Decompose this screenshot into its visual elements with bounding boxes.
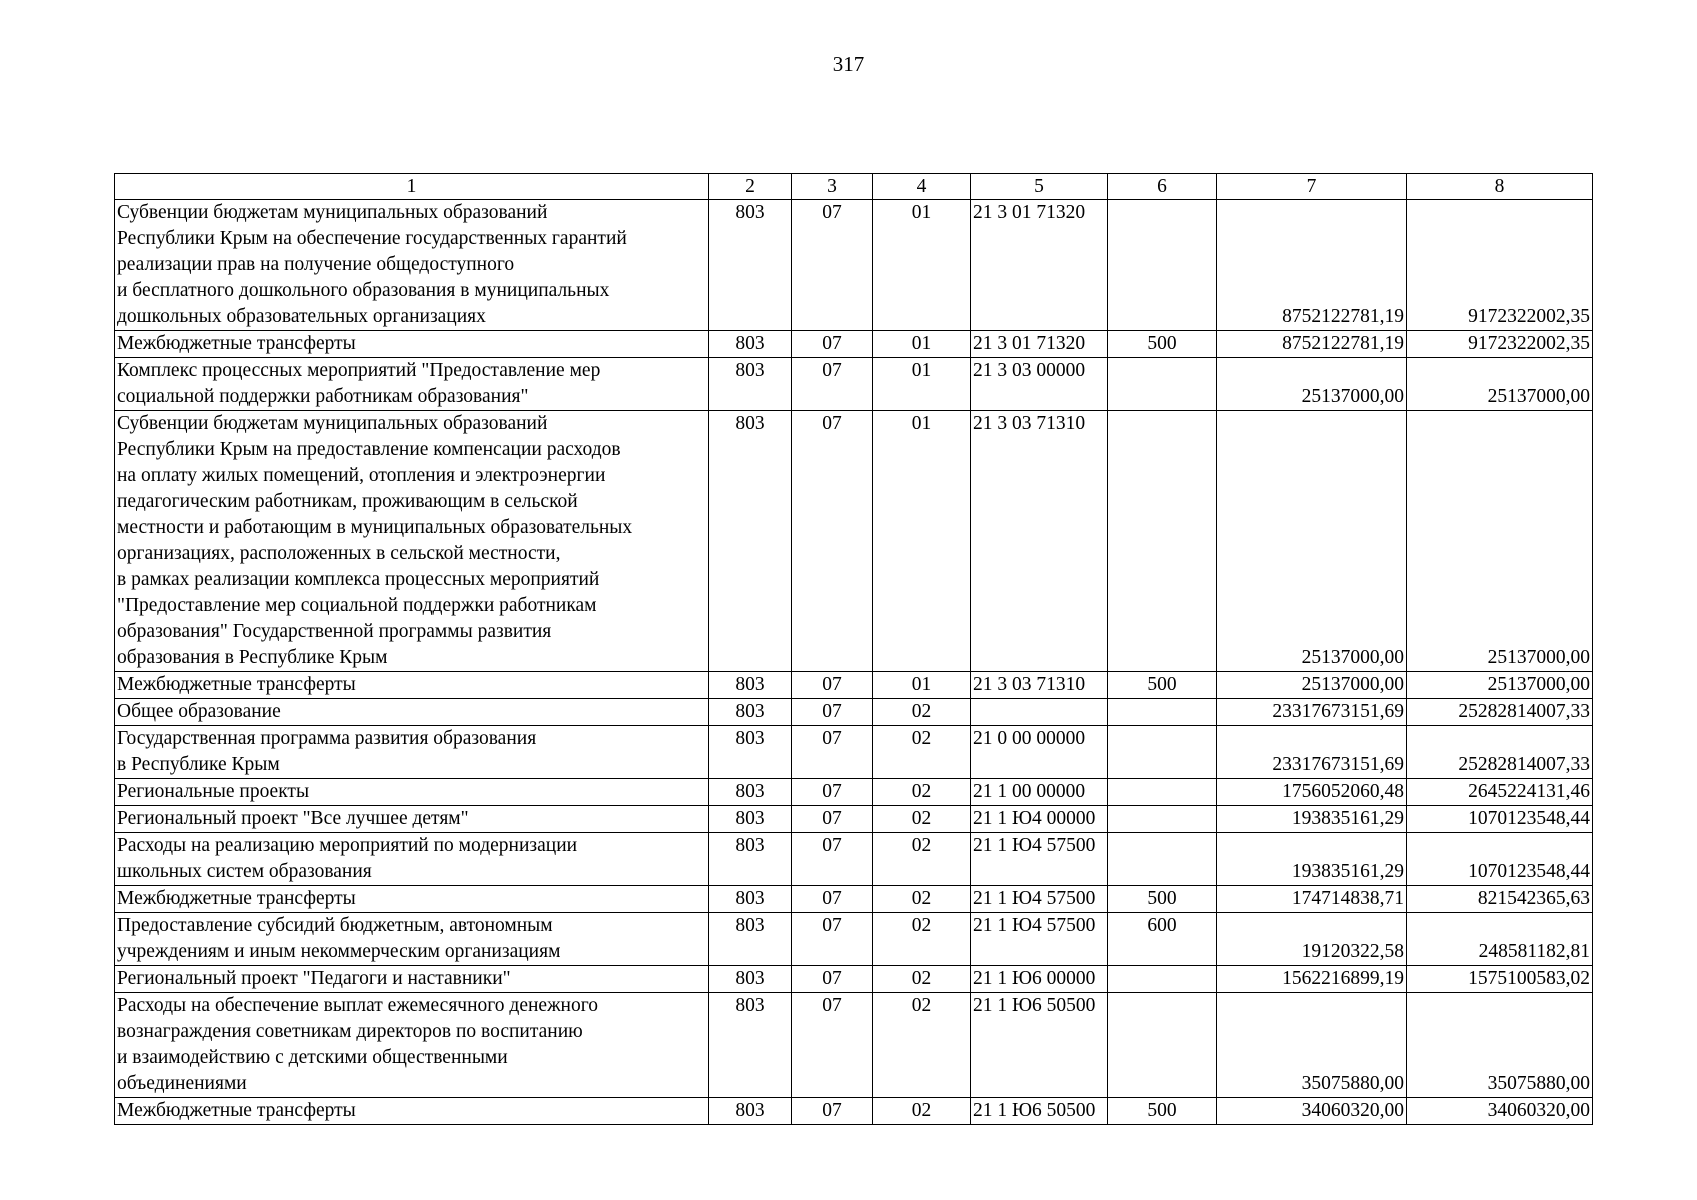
amount-year-2: 1070123548,44 [1407, 806, 1593, 833]
amount-year-2: 9172322002,35 [1407, 331, 1593, 358]
section-code: 07 [792, 1098, 873, 1125]
section-code: 07 [792, 806, 873, 833]
ministry-code: 803 [709, 200, 792, 331]
subsection-code: 01 [873, 358, 971, 411]
amount-year-1: 193835161,29 [1217, 833, 1407, 886]
subsection-code: 02 [873, 699, 971, 726]
expense-type-code [1108, 726, 1217, 779]
description-line: Республики Крым на обеспечение государственных гарантий [117, 228, 627, 249]
expense-type-code: 500 [1108, 886, 1217, 913]
ministry-code: 803 [709, 411, 792, 672]
column-header: 5 [971, 174, 1108, 200]
amount-year-1: 25137000,00 [1217, 411, 1407, 672]
expense-type-code [1108, 200, 1217, 331]
description-line: Расходы на реализацию мероприятий по модернизации [117, 835, 578, 856]
row-description [115, 1098, 709, 1125]
amount-year-2: 25282814007,33 [1407, 699, 1593, 726]
table-row [115, 806, 1593, 833]
amount-year-2: 25137000,00 [1407, 672, 1593, 699]
table-row [115, 833, 1593, 886]
ministry-code: 803 [709, 672, 792, 699]
expense-type-code [1108, 833, 1217, 886]
section-code: 07 [792, 200, 873, 331]
table-row [115, 913, 1593, 966]
amount-year-1: 23317673151,69 [1217, 699, 1407, 726]
target-article-code [971, 699, 1108, 726]
subsection-code: 02 [873, 966, 971, 993]
subsection-code: 01 [873, 411, 971, 672]
description-line: Общее образование [117, 701, 281, 722]
description-line: Региональный проект "Все лучшее детям" [117, 808, 469, 829]
description-line: местности и работающим в муниципальных образовательных [117, 517, 633, 538]
ministry-code: 803 [709, 886, 792, 913]
expense-type-code [1108, 358, 1217, 411]
target-article-code: 21 1 Ю6 00000 [971, 966, 1108, 993]
ministry-code: 803 [709, 779, 792, 806]
section-code: 07 [792, 699, 873, 726]
amount-year-1: 1756052060,48 [1217, 779, 1407, 806]
table-row [115, 331, 1593, 358]
page-number: 317 [832, 52, 865, 76]
description-line: и бесплатного дошкольного образования в муниципальных [117, 280, 610, 301]
description-line: "Предоставление мер социальной поддержки работникам [117, 595, 597, 616]
subsection-code: 01 [873, 200, 971, 331]
description-line: объединениями [117, 1073, 247, 1094]
table-row [115, 886, 1593, 913]
section-code: 07 [792, 411, 873, 672]
subsection-code: 02 [873, 913, 971, 966]
amount-year-2: 25282814007,33 [1407, 726, 1593, 779]
description-line: Расходы на обеспечение выплат ежемесячного денежного [117, 995, 599, 1016]
ministry-code: 803 [709, 833, 792, 886]
section-code: 07 [792, 966, 873, 993]
row-description [115, 993, 709, 1098]
column-header: 6 [1108, 174, 1217, 200]
expense-type-code: 500 [1108, 331, 1217, 358]
subsection-code: 01 [873, 331, 971, 358]
row-description [115, 806, 709, 833]
expense-type-code [1108, 806, 1217, 833]
description-line: организациях, расположенных в сельской местности, [117, 543, 561, 564]
description-line: вознаграждения советникам директоров по воспитанию [117, 1021, 583, 1042]
expense-type-code: 500 [1108, 672, 1217, 699]
ministry-code: 803 [709, 993, 792, 1098]
description-line: Региональный проект "Педагоги и наставники" [117, 968, 511, 989]
description-line: педагогическим работникам, проживающим в сельской [117, 491, 578, 512]
amount-year-1: 8752122781,19 [1217, 200, 1407, 331]
section-code: 07 [792, 726, 873, 779]
header-row [115, 174, 1593, 200]
description-line: и взаимодействию с детскими общественными [117, 1047, 508, 1068]
amount-year-1: 193835161,29 [1217, 806, 1407, 833]
ministry-code: 803 [709, 913, 792, 966]
row-description [115, 358, 709, 411]
amount-year-1: 8752122781,19 [1217, 331, 1407, 358]
column-header: 4 [873, 174, 971, 200]
ministry-code: 803 [709, 806, 792, 833]
ministry-code: 803 [709, 1098, 792, 1125]
subsection-code: 02 [873, 993, 971, 1098]
amount-year-1: 23317673151,69 [1217, 726, 1407, 779]
description-line: на оплату жилых помещений, отопления и электроэнергии [117, 465, 606, 486]
row-description [115, 726, 709, 779]
description-line: Межбюджетные трансферты [117, 888, 356, 909]
description-line: образования в Республике Крым [117, 647, 388, 668]
description-line: Межбюджетные трансферты [117, 674, 356, 695]
target-article-code: 21 3 03 00000 [971, 358, 1108, 411]
subsection-code: 02 [873, 726, 971, 779]
description-line: дошкольных образовательных организациях [117, 306, 486, 327]
row-description [115, 886, 709, 913]
target-article-code: 21 1 Ю4 57500 [971, 833, 1108, 886]
expense-type-code [1108, 699, 1217, 726]
target-article-code: 21 3 01 71320 [971, 331, 1108, 358]
description-line: школьных систем образования [117, 861, 372, 882]
target-article-code: 21 1 00 00000 [971, 779, 1108, 806]
section-code: 07 [792, 358, 873, 411]
ministry-code: 803 [709, 358, 792, 411]
row-description [115, 913, 709, 966]
expense-type-code [1108, 779, 1217, 806]
amount-year-2: 1070123548,44 [1407, 833, 1593, 886]
ministry-code: 803 [709, 966, 792, 993]
row-description [115, 833, 709, 886]
ministry-code: 803 [709, 699, 792, 726]
description-line: Субвенции бюджетам муниципальных образований [117, 413, 548, 434]
amount-year-1: 25137000,00 [1217, 358, 1407, 411]
ministry-code: 803 [709, 331, 792, 358]
amount-year-1: 174714838,71 [1217, 886, 1407, 913]
target-article-code: 21 1 Ю4 57500 [971, 886, 1108, 913]
column-header: 7 [1217, 174, 1407, 200]
table-row [115, 200, 1593, 331]
column-header: 2 [709, 174, 792, 200]
description-line: Субвенции бюджетам муниципальных образований [117, 202, 548, 223]
target-article-code: 21 3 03 71310 [971, 672, 1108, 699]
subsection-code: 02 [873, 779, 971, 806]
description-line: реализации прав на получение общедоступного [117, 254, 515, 275]
description-line: в Республике Крым [117, 754, 280, 775]
budget-table [114, 173, 1593, 1125]
section-code: 07 [792, 833, 873, 886]
description-line: Региональные проекты [117, 781, 310, 802]
target-article-code: 21 0 00 00000 [971, 726, 1108, 779]
amount-year-2: 9172322002,35 [1407, 200, 1593, 331]
amount-year-2: 35075880,00 [1407, 993, 1593, 1098]
subsection-code: 02 [873, 833, 971, 886]
subsection-code: 01 [873, 672, 971, 699]
subsection-code: 02 [873, 806, 971, 833]
amount-year-1: 25137000,00 [1217, 672, 1407, 699]
description-line: социальной поддержки работникам образования" [117, 386, 529, 407]
amount-year-2: 34060320,00 [1407, 1098, 1593, 1125]
expense-type-code [1108, 993, 1217, 1098]
row-description [115, 966, 709, 993]
table-row [115, 358, 1593, 411]
ministry-code: 803 [709, 726, 792, 779]
description-line: образования" Государственной программы развития [117, 621, 552, 642]
column-header: 8 [1407, 174, 1593, 200]
amount-year-2: 248581182,81 [1407, 913, 1593, 966]
table-row [115, 993, 1593, 1098]
description-line: Межбюджетные трансферты [117, 1100, 356, 1121]
table-row [115, 779, 1593, 806]
section-code: 07 [792, 779, 873, 806]
description-line: Республики Крым на предоставление компенсации расходов [117, 439, 621, 460]
description-line: Государственная программа развития образования [117, 728, 537, 749]
table-body [115, 174, 1593, 1125]
section-code: 07 [792, 993, 873, 1098]
amount-year-2: 25137000,00 [1407, 411, 1593, 672]
table-row [115, 699, 1593, 726]
target-article-code: 21 1 Ю4 57500 [971, 913, 1108, 966]
row-description [115, 411, 709, 672]
target-article-code: 21 3 03 71310 [971, 411, 1108, 672]
amount-year-1: 19120322,58 [1217, 913, 1407, 966]
row-description [115, 200, 709, 331]
amount-year-1: 34060320,00 [1217, 1098, 1407, 1125]
section-code: 07 [792, 886, 873, 913]
amount-year-2: 1575100583,02 [1407, 966, 1593, 993]
column-header: 3 [792, 174, 873, 200]
target-article-code: 21 3 01 71320 [971, 200, 1108, 331]
table-row [115, 1098, 1593, 1125]
expense-type-code [1108, 411, 1217, 672]
description-line: в рамках реализации комплекса процессных мероприятий [117, 569, 600, 590]
amount-year-2: 25137000,00 [1407, 358, 1593, 411]
description-line: Предоставление субсидий бюджетным, автономным [117, 915, 553, 936]
subsection-code: 02 [873, 1098, 971, 1125]
row-description [115, 699, 709, 726]
section-code: 07 [792, 331, 873, 358]
target-article-code: 21 1 Ю4 00000 [971, 806, 1108, 833]
amount-year-2: 821542365,63 [1407, 886, 1593, 913]
subsection-code: 02 [873, 886, 971, 913]
description-line: Комплекс процессных мероприятий "Предоставление мер [117, 360, 601, 381]
target-article-code: 21 1 Ю6 50500 [971, 1098, 1108, 1125]
amount-year-2: 2645224131,46 [1407, 779, 1593, 806]
row-description [115, 779, 709, 806]
description-line: Межбюджетные трансферты [117, 333, 356, 354]
table-row [115, 726, 1593, 779]
table-row [115, 411, 1593, 672]
expense-type-code: 600 [1108, 913, 1217, 966]
table-row [115, 672, 1593, 699]
section-code: 07 [792, 672, 873, 699]
description-line: учреждениям и иным некоммерческим организациям [117, 941, 561, 962]
amount-year-1: 1562216899,19 [1217, 966, 1407, 993]
target-article-code: 21 1 Ю6 50500 [971, 993, 1108, 1098]
amount-year-1: 35075880,00 [1217, 993, 1407, 1098]
expense-type-code: 500 [1108, 1098, 1217, 1125]
row-description [115, 672, 709, 699]
table-row [115, 966, 1593, 993]
section-code: 07 [792, 913, 873, 966]
row-description [115, 331, 709, 358]
column-header: 1 [115, 174, 709, 200]
expense-type-code [1108, 966, 1217, 993]
